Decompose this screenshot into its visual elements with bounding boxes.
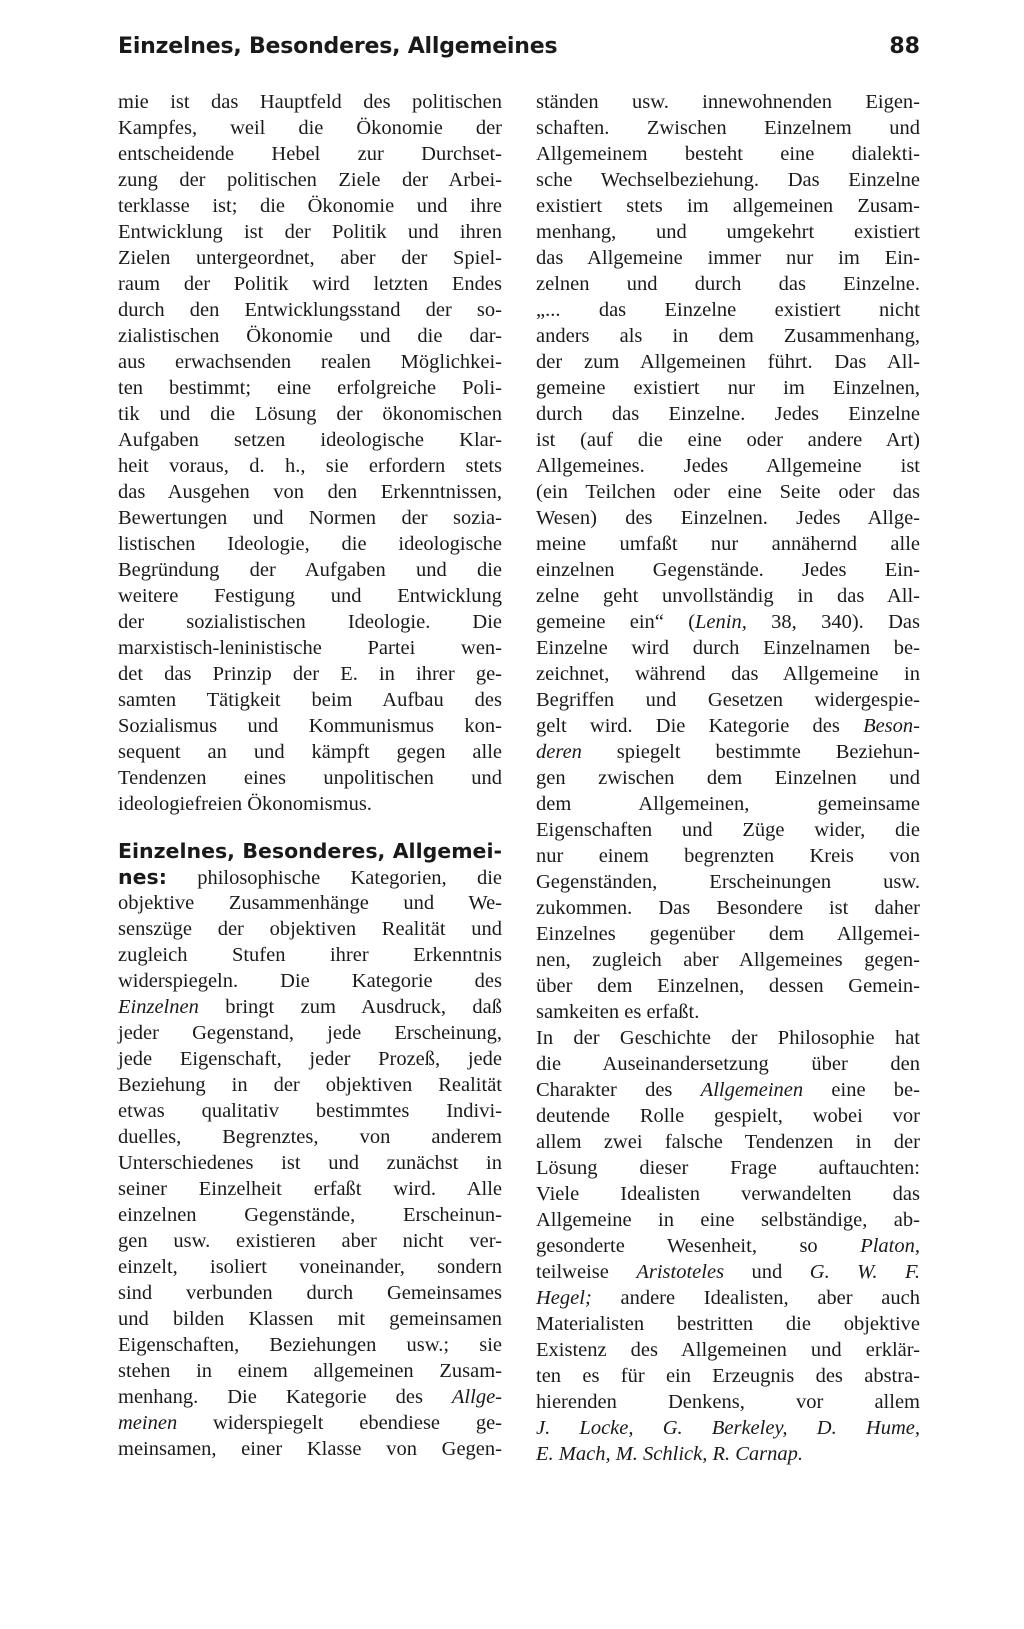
text-line [536,713,920,739]
text-line: entscheidende Hebel zur Durchset- [118,143,502,165]
text-line: existiert stets im allgemeinen Zusam- [536,195,920,217]
right-paragraph-2-lines-b [536,1103,920,1233]
text-line: raum der Politik wird letzten Endes [118,273,502,295]
text-line: zung der politischen Ziele der Arbei- [118,169,502,191]
text-line: Gegenständen, Erscheinungen usw. [536,871,920,893]
text-line: senszüge der objektiven Realität und [118,918,502,940]
text-line: Allgemeines. Jedes Allgemeine ist [536,455,920,477]
text-segment: und [724,1261,810,1283]
text-line [536,1233,920,1259]
text-line: Beziehung in der objektiven Realität [118,1074,502,1096]
text-segment: widerspiegelt ebendiese ge- [177,1412,502,1434]
text-line: Unterschiedenes ist und zunächst in [118,1152,502,1174]
entry-lines-b [118,1020,502,1384]
right-paragraph-2-lines [536,1025,920,1077]
text-line [536,609,920,635]
running-head-title: Einzelnes, Besonderes, Allgemeines [118,34,558,59]
text-line [536,739,920,765]
text-line: Entwicklung ist der Politik und ihren [118,221,502,243]
italic-term: Allgemeinen [700,1079,804,1101]
text-segment: gelt wird. Die Kategorie des [536,715,864,737]
left-paragraph-continuation [118,89,502,817]
entry-headword: Einzelnes, Besonderes, Allgemei- [118,839,502,863]
text-line: der sozialistischen Ideologie. Die [118,611,502,633]
text-segment: Charakter des [536,1079,701,1101]
text-line: die Auseinandersetzung über den [536,1053,920,1075]
text-line: zelne geht unvollständig in das All- [536,585,920,607]
right-lines-b [536,635,920,713]
text-line: Eigenschaften, Beziehungen usw.; sie [118,1334,502,1356]
text-line: ist (auf die eine oder andere Art) [536,429,920,451]
text-line: (ein Teilchen oder eine Seite oder das [536,481,920,503]
text-line: dem Allgemeinen, gemeinsame [536,793,920,815]
text-line: gen zwischen dem Einzelnen und [536,767,920,789]
text-line: widerspiegeln. Die Kategorie des [118,970,502,992]
text-line: mie ist das Hauptfeld des politischen [118,91,502,113]
text-line: der zum Allgemeinen führt. Das All- [536,351,920,373]
text-line: und bilden Klassen mit gemeinsamen [118,1308,502,1330]
text-line: det das Prinzip der E. in ihrer ge- [118,663,502,685]
text-line: jeder Gegenstand, jede Erscheinung, [118,1022,502,1044]
text-line: allem zwei falsche Tendenzen in der [536,1131,920,1153]
text-line: marxistisch-leninistische Partei wen- [118,637,502,659]
text-line: Allgemeinem besteht eine dialekti- [536,143,920,165]
text-line: terklasse ist; die Ökonomie und ihre [118,195,502,217]
text-line [118,864,502,890]
right-lines-c [536,765,920,999]
text-line: anders als in dem Zusammenhang, [536,325,920,347]
text-segment: bringt zum Ausdruck, daß [198,996,502,1018]
italic-term: deren [536,741,582,763]
text-line: ständen usw. innewohnenden Eigen- [536,91,920,113]
text-line: stehen in einem allgemeinen Zusam- [118,1360,502,1382]
text-line: „... das Einzelne existiert nicht [536,299,920,321]
right-column [536,89,920,1467]
italic-author-list: E. Mach, M. Schlick, R. Carnap. [536,1443,804,1465]
text-line [118,1384,502,1410]
italic-term: Beson- [863,715,920,737]
text-line: meinsamen, einer Klasse von Gegen- [118,1438,502,1460]
text-segment: andere Idealisten, aber auch [591,1287,920,1309]
text-line: Zielen untergeordnet, aber der Spiel- [118,247,502,269]
text-line: Begriffen und Gesetzen widergespie- [536,689,920,711]
text-line: Materialisten bestritten die objektive [536,1313,920,1335]
text-segment: gesonderte Wesenheit, so [536,1235,861,1257]
text-line: das Allgemeine immer nur im Ein- [536,247,920,269]
text-line: jede Eigenschaft, jeder Prozeß, jede [118,1048,502,1070]
text-line: objektive Zusammenhänge und We- [118,892,502,914]
text-line: ten bestimmt; eine erfolgreiche Poli- [118,377,502,399]
text-line: Begründung der Aufgaben und die [118,559,502,581]
text-line [118,1410,502,1436]
text-line: einzelt, isoliert voneinander, sondern [118,1256,502,1278]
italic-author: G. W. F. [809,1261,920,1283]
entry-einzelnes-besonderes-allgemeines [118,838,502,1462]
text-line: zialistischen Ökonomie und die dar- [118,325,502,347]
text-line: Viele Idealisten verwandelten das [536,1183,920,1205]
text-line: ten es für ein Erzeugnis des abstra- [536,1365,920,1387]
text-line [536,1259,920,1285]
italic-term: Allge- [451,1386,502,1408]
italic-author: Hegel; [536,1287,592,1309]
entry-lines-a [118,890,502,994]
text-line: einzelnen Gegenstände. Jedes Ein- [536,559,920,581]
italic-author: Aristoteles [636,1261,725,1283]
text-line: durch das Einzelne. Jedes Einzelne [536,403,920,425]
text-line: sche Wechselbeziehung. Das Einzelne [536,169,920,191]
text-segment: teilweise [536,1261,637,1283]
text-segment: gemeine ein“ ( [536,611,696,633]
text-line [536,1285,920,1311]
text-line: aus erwachsenden realen Möglichkei- [118,351,502,373]
text-line: zugleich Stufen ihrer Erkenntnis [118,944,502,966]
italic-author: Platon, [860,1235,920,1257]
text-line: tik und die Lösung der ökonomischen [118,403,502,425]
text-line: Allgemeine in eine selbständige, ab- [536,1209,920,1231]
text-line: deutende Rolle gespielt, wobei vor [536,1105,920,1127]
text-line: sind verbunden durch Gemeinsames [118,1282,502,1304]
left-column [118,89,502,1462]
text-line: weitere Festigung und Entwicklung [118,585,502,607]
text-line: Wesen) des Einzelnen. Jedes Allge- [536,507,920,529]
text-line: Kampfes, weil die Ökonomie der [118,117,502,139]
text-line: Lösung dieser Frage auftauchten: [536,1157,920,1179]
text-line: gemeine existiert nur im Einzelnen, [536,377,920,399]
text-line: hierenden Denkens, vor allem [536,1391,920,1413]
italic-author-list: J. Locke, G. Berkeley, D. Hume, [536,1417,920,1439]
text-line: In der Geschichte der Philosophie hat [536,1027,920,1049]
text-line: seiner Einzelheit erfaßt wird. Alle [118,1178,502,1200]
text-line: samkeiten es erfaßt. [536,1001,700,1023]
text-line: Einzelne wird durch Einzelnamen be- [536,637,920,659]
entry-headword-line [118,838,502,864]
text-line: heit voraus, d. h., sie erfordern stets [118,455,502,477]
text-line [536,1077,920,1103]
text-line: listischen Ideologie, die ideologische [118,533,502,555]
right-paragraph-2-lines-c [536,1311,920,1415]
text-line: durch den Entwicklungsstand der so- [118,299,502,321]
text-line: einzelnen Gegenstände, Erscheinun- [118,1204,502,1226]
text-line: Sozialismus und Kommunismus kon- [118,715,502,737]
text-segment: menhang. Die Kategorie des [118,1386,452,1408]
text-line: Eigenschaften und Züge wider, die [536,819,920,841]
text-line: sequent an und kämpft gegen alle [118,741,502,763]
text-line: Aufgaben setzen ideologische Klar- [118,429,502,451]
text-line: Einzelnes gegenüber dem Allgemei- [536,923,920,945]
text-line: nen, zugleich aber Allgemeines gegen- [536,949,920,971]
text-segment: spiegelt bestimmte Beziehun- [581,741,920,763]
right-lines-a [536,89,920,609]
text-line: zelnen und durch das Einzelne. [536,273,920,295]
text-segment: philosophische Kategorien, die [166,867,502,889]
text-line: menhang, und umgekehrt existiert [536,221,920,243]
text-segment: eine be- [803,1079,920,1101]
entry-headword-end: nes: [118,865,167,889]
text-line: ideologiefreien Ökonomismus. [118,793,372,815]
text-line: samten Tätigkeit beim Aufbau des [118,689,502,711]
text-line: Existenz des Allgemeinen und erklär- [536,1339,920,1361]
text-line: Bewertungen und Normen der sozia- [118,507,502,529]
text-line: gen usw. existieren aber nicht ver- [118,1230,502,1252]
text-line: über dem Einzelnen, dessen Gemein- [536,975,920,997]
text-line: das Ausgehen von den Erkenntnissen, [118,481,502,503]
italic-term: meinen [118,1412,178,1434]
paragraph-gap [118,817,502,838]
text-line: duelles, Begrenztes, von anderem [118,1126,502,1148]
text-line: zukommen. Das Besondere ist daher [536,897,920,919]
text-line: meine umfaßt nur annähernd alle [536,533,920,555]
text-line: nur einem begrenzten Kreis von [536,845,920,867]
text-line: zeichnet, während das Allgemeine in [536,663,920,685]
italic-author: Lenin, [695,611,747,633]
text-line [118,994,502,1020]
text-line: Tendenzen eines unpolitischen und [118,767,502,789]
text-segment: 38, 340). Das [746,611,920,633]
page-number: 88 [889,34,920,59]
text-line: etwas qualitativ bestimmtes Indivi- [118,1100,502,1122]
text-line: schaften. Zwischen Einzelnem und [536,117,920,139]
italic-term: Einzelnen [118,996,199,1018]
